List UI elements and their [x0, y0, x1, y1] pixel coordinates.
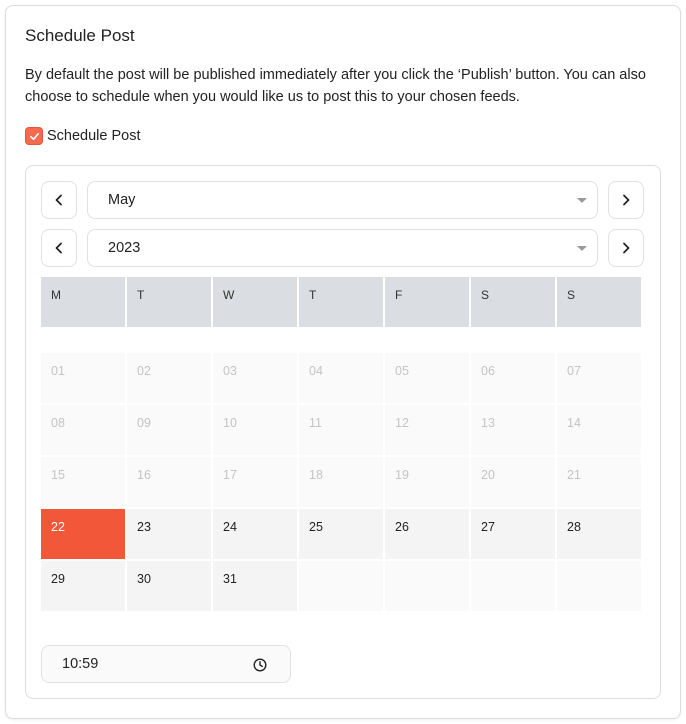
month-select-value: May	[108, 192, 136, 208]
year-select-value: 2023	[108, 240, 141, 256]
time-input[interactable]	[41, 645, 291, 683]
next-month-button[interactable]	[608, 181, 644, 219]
year-select[interactable]	[87, 229, 598, 267]
next-year-button[interactable]	[608, 229, 644, 267]
calendar-week-row	[41, 405, 643, 455]
calendar-day-disabled: 12	[385, 405, 469, 455]
weekday-label: T	[127, 277, 211, 327]
calendar-day-disabled: 09	[127, 405, 211, 455]
calendar-empty-cell	[299, 561, 383, 611]
calendar-week-row	[41, 457, 643, 507]
calendar-empty-cell	[557, 561, 641, 611]
calendar-day[interactable]: 24	[213, 509, 297, 559]
clock-icon[interactable]	[253, 658, 267, 672]
calendar-week-row	[41, 353, 643, 403]
calendar-empty-cell	[471, 561, 555, 611]
calendar-day-disabled: 10	[213, 405, 297, 455]
weekday-label: S	[471, 277, 555, 327]
time-value: 10:59	[62, 656, 99, 672]
calendar-day-disabled: 15	[41, 457, 125, 507]
calendar-week-row	[41, 509, 643, 559]
calendar-day-disabled: 20	[471, 457, 555, 507]
calendar-day-disabled: 21	[557, 457, 641, 507]
chevron-right-icon	[620, 242, 632, 254]
calendar-day-disabled: 04	[299, 353, 383, 403]
calendar-day-disabled: 17	[213, 457, 297, 507]
card-description: By default the post will be published immediately after you click the ‘Publish’ button. You can also choose to schedule when you would like us to post this to your chosen feeds.	[25, 67, 646, 105]
weekday-label: W	[213, 277, 297, 327]
calendar-day-disabled: 18	[299, 457, 383, 507]
calendar-day[interactable]: 31	[213, 561, 297, 611]
calendar-day-disabled: 02	[127, 353, 211, 403]
calendar-day[interactable]: 28	[557, 509, 641, 559]
calendar-day-disabled: 03	[213, 353, 297, 403]
chevron-left-icon	[53, 194, 65, 206]
calendar-day[interactable]: 27	[471, 509, 555, 559]
calendar-day-disabled: 07	[557, 353, 641, 403]
calendar-day-disabled: 11	[299, 405, 383, 455]
date-picker	[25, 165, 661, 699]
calendar-week-row	[41, 561, 643, 611]
prev-year-button[interactable]	[41, 229, 77, 267]
calendar-day-selected[interactable]: 22	[41, 509, 125, 559]
check-icon	[29, 131, 40, 142]
weekday-header	[41, 277, 643, 327]
calendar-day-disabled: 05	[385, 353, 469, 403]
calendar-day-disabled: 13	[471, 405, 555, 455]
card-title: Schedule Post	[25, 26, 135, 45]
schedule-post-checkbox[interactable]	[25, 127, 43, 145]
weekday-label: F	[385, 277, 469, 327]
calendar-day-disabled: 01	[41, 353, 125, 403]
calendar-day[interactable]: 30	[127, 561, 211, 611]
weekday-label: S	[557, 277, 641, 327]
chevron-left-icon	[53, 242, 65, 254]
prev-month-button[interactable]	[41, 181, 77, 219]
schedule-post-card	[5, 5, 681, 719]
chevron-right-icon	[620, 194, 632, 206]
calendar-day[interactable]: 25	[299, 509, 383, 559]
calendar-day-disabled: 08	[41, 405, 125, 455]
schedule-post-label: Schedule Post	[47, 128, 141, 144]
caret-down-icon	[577, 198, 587, 203]
calendar-day-disabled: 16	[127, 457, 211, 507]
caret-down-icon	[577, 246, 587, 251]
calendar-day-disabled: 19	[385, 457, 469, 507]
calendar-day-disabled: 14	[557, 405, 641, 455]
calendar-day[interactable]: 29	[41, 561, 125, 611]
weekday-label: M	[41, 277, 125, 327]
calendar-grid	[41, 277, 643, 613]
calendar-day[interactable]: 23	[127, 509, 211, 559]
calendar-weeks	[41, 353, 643, 611]
calendar-day-disabled: 06	[471, 353, 555, 403]
calendar-empty-cell	[385, 561, 469, 611]
calendar-day[interactable]: 26	[385, 509, 469, 559]
schedule-post-checkbox-row[interactable]	[25, 127, 141, 145]
weekday-label: T	[299, 277, 383, 327]
month-select[interactable]	[87, 181, 598, 219]
